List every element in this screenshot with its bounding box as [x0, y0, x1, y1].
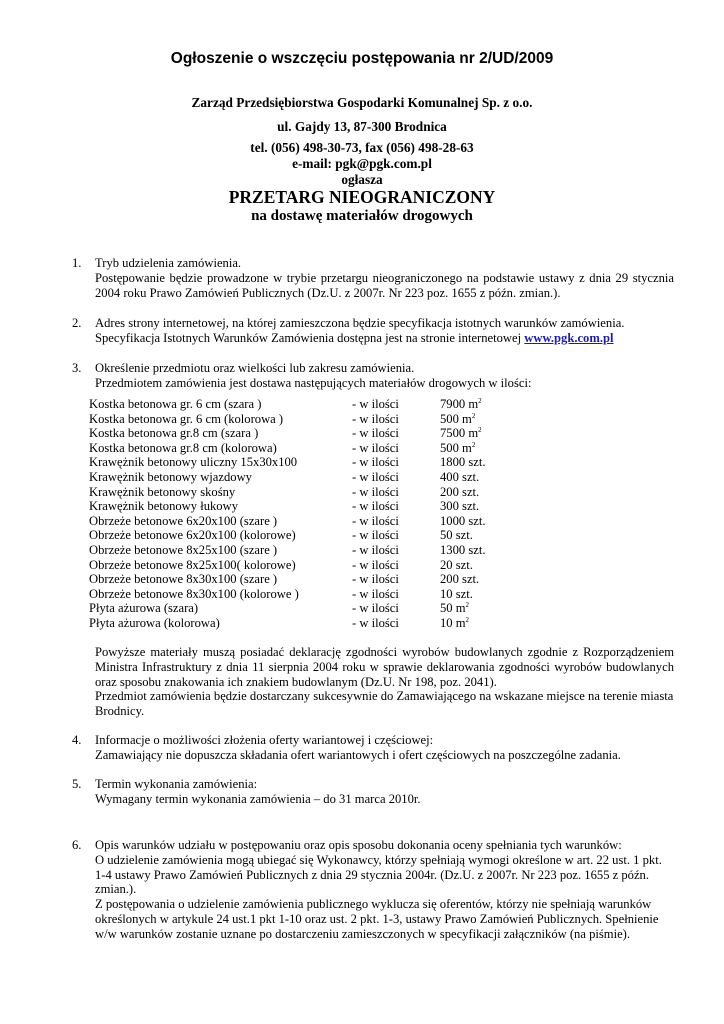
section-body: Zamawiający nie dopuszcza składania ofert wariantowych i ofert częściowych na poszczególne zadania. — [95, 747, 621, 762]
material-quantity — [440, 426, 540, 441]
material-separator: - w ilości — [352, 499, 399, 514]
company-phone: tel. (056) 498-30-73, fax (056) 498-28-63 — [250, 140, 474, 155]
material-separator: - w ilości — [352, 528, 399, 543]
material-name: Krawężnik betonowy wjazdowy — [89, 469, 252, 484]
section-number: 1. — [72, 256, 82, 270]
quantity-value: 200 szt. — [440, 484, 480, 499]
material-separator: - w ilości — [352, 615, 399, 630]
material-quantity — [440, 528, 540, 543]
material-separator: - w ilości — [352, 586, 399, 601]
material-name: Kostka betonowa gr.8 cm (szara ) — [89, 426, 259, 441]
material-separator: - w ilości — [352, 601, 399, 616]
unit-exponent: 2 — [471, 411, 476, 420]
section-number: 3. — [72, 361, 82, 375]
material-row — [89, 470, 540, 485]
materials-table — [89, 397, 540, 631]
material-row — [89, 455, 540, 470]
quantity-value: 200 szt. — [440, 572, 480, 587]
material-name: Płyta ażurowa (szara) — [89, 601, 199, 616]
material-separator: - w ilości — [352, 513, 399, 528]
unit-exponent: 2 — [478, 426, 482, 435]
material-separator: - w ilości — [352, 455, 399, 470]
section-2 — [72, 316, 674, 346]
announcement-title: Ogłoszenie o wszczęciu postępowania nr 2/UD/2009 — [170, 50, 554, 67]
material-quantity — [440, 412, 540, 427]
material-quantity — [440, 558, 540, 573]
material-name: Krawężnik betonowy skośny — [89, 484, 236, 499]
company-email: e-mail: pgk@pgk.com.pl — [292, 156, 432, 171]
material-name: Krawężnik betonowy łukowy — [89, 499, 238, 514]
material-quantity — [440, 499, 540, 514]
material-quantity — [440, 397, 540, 412]
company-name: Zarząd Przedsiębiorstwa Gospodarki Komunalnej Sp. z o.o. — [191, 95, 533, 110]
material-quantity — [440, 441, 540, 456]
section-number: 5. — [72, 777, 82, 791]
material-quantity — [440, 455, 540, 470]
material-name: Kostka betonowa gr.8 cm (kolorowa) — [89, 440, 277, 455]
material-separator: - w ilości — [352, 426, 399, 441]
quantity-value: 1000 szt. — [440, 513, 486, 528]
section-number: 2. — [72, 316, 82, 330]
quantity-value: 500 m — [440, 440, 472, 455]
section-body: Postępowanie będzie prowadzone w trybie przetargu nieograniczonego na podstawie ustawy z dnia 29 stycznia 2004 roku Prawo Zamówień Publicznych (Dz.U. z 2007r. Nr 223 poz. 1655 z późn. zmian.). — [95, 270, 674, 300]
material-row — [89, 587, 540, 602]
material-separator: - w ilości — [352, 469, 399, 484]
material-row — [89, 601, 540, 616]
material-quantity — [440, 601, 540, 616]
material-separator: - w ilości — [352, 542, 399, 557]
material-row — [89, 397, 540, 412]
material-quantity — [440, 543, 540, 558]
material-row — [89, 528, 540, 543]
quantity-value: 1300 szt. — [440, 542, 486, 557]
section-body — [95, 331, 674, 346]
section-body-text: Specyfikacja Istotnych Warunków Zamówienia dostępna jest na stronie internetowej — [95, 330, 522, 345]
material-row — [89, 616, 540, 631]
material-row — [89, 485, 540, 500]
quantity-value: 50 m — [440, 601, 466, 616]
unit-exponent: 2 — [465, 601, 470, 610]
material-separator: - w ilości — [352, 572, 399, 587]
quantity-value: 400 szt. — [440, 469, 480, 484]
material-separator: - w ilości — [352, 557, 399, 572]
section-3-notes — [72, 645, 674, 719]
material-row — [89, 543, 540, 558]
material-separator: - w ilości — [352, 440, 399, 455]
material-separator: - w ilości — [352, 411, 399, 426]
material-quantity — [440, 616, 540, 631]
company-address: ul. Gajdy 13, 87-300 Brodnica — [277, 119, 447, 134]
section-heading: Określenie przedmiotu oraz wielkości lub zakresu zamówienia. — [95, 361, 415, 375]
material-row — [89, 441, 540, 456]
section-heading: Informacje o możliwości złożenia oferty wariantowej i częściowej: — [95, 733, 434, 747]
section-paragraph: O udzielenie zamówienia mogą ubiegać się Wykonawcy, którzy spełniają wymogi określone w art. 22 ust. 1 pkt. 1-4 ustawy Prawo Zamówień Publicznych z dnia 29 stycznia 2004r. (Dz.U. z 2007r. Nr 223 poz. 1655 z późn. zmian.). — [95, 852, 662, 897]
material-name: Obrzeże betonowe 8x25x100 (szare ) — [89, 542, 278, 557]
unit-exponent: 2 — [465, 615, 470, 624]
material-row — [89, 558, 540, 573]
section-heading: Adres strony internetowej, na której zamieszczona będzie specyfikacja istotnych warunków zamówienia. — [95, 316, 625, 330]
unit-exponent: 2 — [478, 397, 482, 405]
material-quantity — [440, 572, 540, 587]
section-3 — [72, 361, 674, 391]
material-name: Obrzeże betonowe 6x20x100 (szare ) — [89, 513, 278, 528]
quantity-value: 7900 m — [440, 397, 479, 411]
section-intro: Przedmiotem zamówienia jest dostawa następujących materiałów drogowych w ilości: — [95, 375, 532, 390]
material-quantity — [440, 470, 540, 485]
section-4 — [72, 733, 674, 763]
quantity-value: 20 szt. — [440, 557, 473, 572]
section-5 — [72, 777, 674, 807]
section-paragraph: Z postępowania o udzielenie zamówienia publicznego wyklucza się oferentów, którzy nie spełniają warunków określonych w artykule 24 ust.1 pkt 1-10 oraz ust. 2 pkt. 1-3, ustawy Prawo Zamówień Publicznych. Spełnienie w/w warunków zostanie uznane po dostarczeniu zamieszczonych w specyfikacji załączników (na piśmie). — [95, 897, 659, 941]
material-row — [89, 412, 540, 427]
material-separator: - w ilości — [352, 484, 399, 499]
material-separator: - w ilości — [352, 397, 399, 411]
announces-label: ogłasza — [341, 172, 383, 187]
material-name: Obrzeże betonowe 8x30x100 (szare ) — [89, 572, 278, 587]
section-1 — [72, 256, 674, 300]
compliance-note: Powyższe materiały muszą posiadać deklarację zgodności wyrobów budowlanych zgodnie z Rozporządzeniem Ministra Infrastruktury z dnia 11 sierpnia 2004 roku w sprawie deklarowania zgodności wyrobów budowlanych oraz sposobu znakowania ich znakiem budowlanym (Dz.U. Nr 198, poz. 2041). — [95, 645, 674, 689]
quantity-value: 7500 m — [440, 426, 479, 441]
section-heading: Termin wykonania zamówienia: — [95, 777, 258, 791]
section-6 — [72, 838, 674, 942]
material-name: Krawężnik betonowy uliczny 15x30x100 — [89, 455, 298, 470]
material-name: Kostka betonowa gr. 6 cm (szara ) — [89, 397, 262, 411]
material-name: Obrzeże betonowe 6x20x100 (kolorowe) — [89, 528, 296, 543]
material-quantity — [440, 587, 540, 602]
website-link[interactable]: www.pgk.com.pl — [524, 330, 614, 345]
delivery-note: Przedmiot zamówienia będzie dostarczany sukcesywnie do Zamawiającego na wskazane miejsce na terenie miasta Brodnicy. — [95, 689, 674, 719]
material-quantity — [440, 514, 540, 529]
section-number: 6. — [72, 838, 82, 852]
section-heading: Opis warunków udziału w postępowaniu oraz opis sposobu dokonania oceny spełniania tych warunków: — [95, 838, 622, 852]
material-row — [89, 572, 540, 587]
material-name: Obrzeże betonowe 8x25x100( kolorowe) — [89, 557, 296, 572]
material-name: Obrzeże betonowe 8x30x100 (kolorowe ) — [89, 586, 299, 601]
material-row — [89, 499, 540, 514]
section-heading: Tryb udzielenia zamówienia. — [95, 256, 242, 270]
section-number: 4. — [72, 733, 82, 747]
quantity-value: 1800 szt. — [440, 455, 486, 470]
quantity-value: 10 szt. — [440, 586, 473, 601]
section-body: Wymagany termin wykonania zamówienia – do 31 marca 2010r. — [95, 791, 421, 806]
tender-subject: na dostawę materiałów drogowych — [251, 208, 473, 224]
material-name: Kostka betonowa gr. 6 cm (kolorowa ) — [89, 411, 284, 426]
quantity-value: 300 szt. — [440, 499, 480, 514]
quantity-value: 10 m — [440, 615, 466, 630]
tender-type: PRZETARG NIEOGRANICZONY — [228, 187, 496, 207]
quantity-value: 50 szt. — [440, 528, 473, 543]
material-row — [89, 426, 540, 441]
material-quantity — [440, 485, 540, 500]
quantity-value: 500 m — [440, 411, 472, 426]
material-row — [89, 514, 540, 529]
material-name: Płyta ażurowa (kolorowa) — [89, 615, 220, 630]
unit-exponent: 2 — [471, 440, 476, 449]
